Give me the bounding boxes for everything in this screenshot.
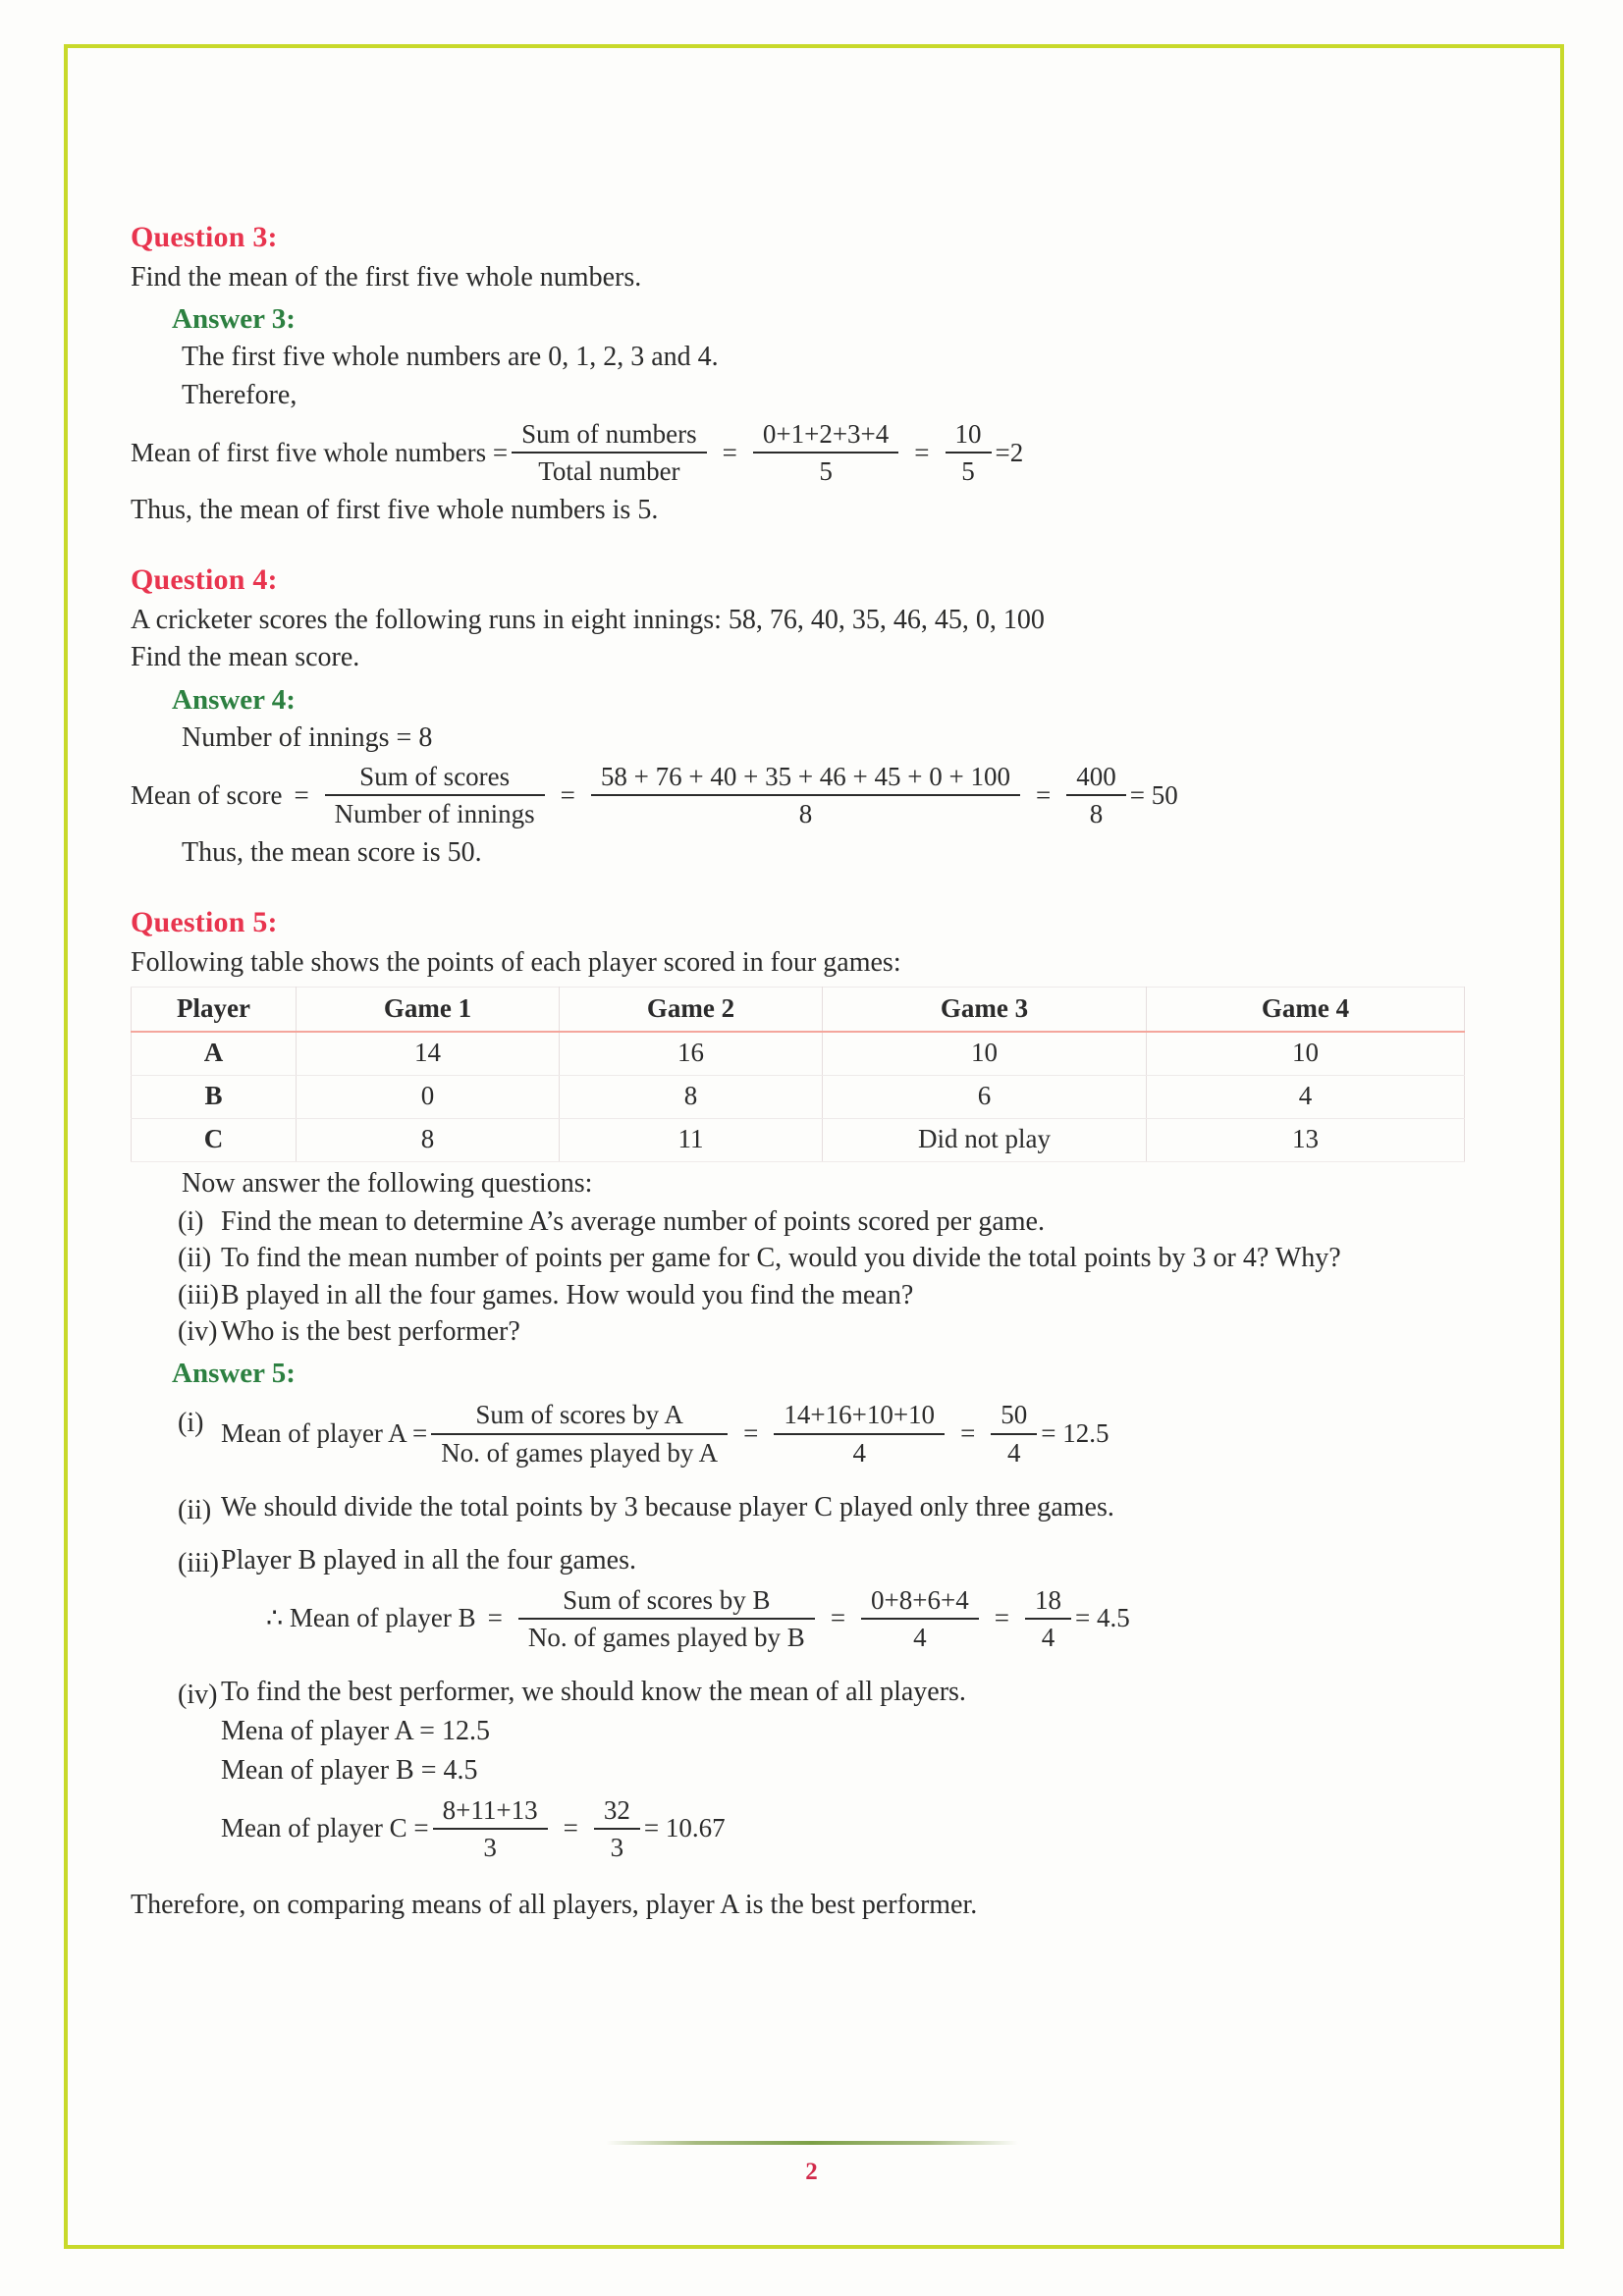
eq3-frac2-numerator: 0+1+2+3+4 [762, 419, 890, 450]
eq5iii-frac3-denominator: 4 [1025, 1618, 1071, 1652]
answer-5-heading: Answer 5: [172, 1358, 296, 1390]
sub-question-number-i: (i) [178, 1205, 204, 1237]
eq4-operator-2: = [1035, 779, 1052, 810]
eq4-frac3-denominator: 8 [1066, 794, 1126, 828]
eq5iv-label: Mean of player C = [221, 1813, 429, 1843]
answer-5-equation-iv [221, 1795, 1486, 1862]
question-4-heading: Question 4: [131, 563, 278, 597]
eq3-result: =2 [995, 437, 1024, 467]
eq5i-operator-1: = [743, 1418, 759, 1449]
question-3-heading: Question 3: [131, 221, 278, 253]
eq5i-fraction-2 [774, 1400, 945, 1467]
answer-5-mean-a: Mena of player A = 12.5 [221, 1715, 490, 1746]
list-item [131, 1241, 1486, 1276]
cell-c-game-4: 13 [1147, 1119, 1465, 1162]
answer-3-heading: Answer 3: [172, 303, 296, 336]
eq5iii-operator-1: = [830, 1603, 846, 1633]
answer-5-number-i: (i) [178, 1408, 204, 1439]
eq3-frac1-numerator: Sum of numbers [521, 419, 697, 450]
eq3-frac3-denominator: 5 [946, 452, 992, 486]
eq4-frac3-numerator: 400 [1076, 762, 1116, 792]
eq3-frac2-denominator: 5 [753, 452, 898, 486]
table-header [132, 988, 1465, 1033]
eq3-fraction-1 [512, 419, 707, 486]
eq5iv-frac2-denominator: 3 [594, 1828, 640, 1862]
question-4-prompt-line-1: A cricketer scores the following runs in eight innings: 58, 76, 40, 35, 46, 45, 0, 100 [131, 605, 1045, 636]
col-header-player: Player [132, 988, 297, 1033]
now-answer-label: Now answer the following questions: [182, 1168, 593, 1200]
cell-c-game-1: 8 [297, 1119, 560, 1162]
sub-question-number-iv: (iv) [178, 1316, 218, 1348]
col-header-game-3: Game 3 [823, 988, 1147, 1033]
answer-5-number-ii: (ii) [178, 1494, 212, 1525]
eq5i-frac2-denominator: 4 [774, 1433, 945, 1468]
table-header-row [132, 988, 1465, 1033]
answer-5-item-iii [131, 1534, 1486, 1658]
answer-5-number-iv: (iv) [178, 1680, 218, 1711]
player-scores-table [131, 987, 1465, 1162]
eq3-operator-1: = [722, 437, 737, 467]
eq4-fraction-3 [1066, 762, 1126, 828]
sub-question-number-iii: (iii) [178, 1279, 219, 1310]
answer-5-intro-iii: Player B played in all the four games. [221, 1544, 636, 1575]
answer-5-body-ii [221, 1481, 1486, 1526]
eq5iv-operator-1: = [563, 1813, 578, 1843]
page-content [131, 221, 1486, 1925]
question-5-sub-questions [131, 1204, 1486, 1351]
sub-question-text-i: Find the mean to determine A’s average number of points scored per game. [221, 1205, 1045, 1237]
answer-3-conclusion: Thus, the mean of first five whole numbers is 5. [131, 494, 659, 525]
eq4-frac2-numerator: 58 + 76 + 40 + 35 + 46 + 45 + 0 + 100 [600, 762, 1010, 792]
eq5iii-fraction-3 [1025, 1585, 1071, 1652]
answer-5-mean-b: Mean of player B = 4.5 [221, 1754, 478, 1786]
eq5iii-fraction-2 [861, 1585, 979, 1652]
eq5i-result: = 12.5 [1041, 1418, 1109, 1449]
answer-4-heading: Answer 4: [172, 683, 296, 716]
eq5i-fraction-3 [991, 1400, 1037, 1467]
col-header-game-4: Game 4 [1147, 988, 1465, 1033]
eq5iv-fraction-1 [433, 1795, 548, 1862]
answer-5-item-ii [131, 1481, 1486, 1526]
list-item [131, 1314, 1486, 1350]
list-item [131, 1278, 1486, 1313]
answer-5-body-i [221, 1394, 1486, 1472]
cell-b-game-3: 6 [823, 1076, 1147, 1119]
eq5i-frac3-denominator: 4 [991, 1433, 1037, 1468]
eq3-frac3-numerator: 10 [954, 419, 982, 450]
eq5i-frac1-denominator: No. of games played by A [431, 1433, 728, 1468]
answer-5-body-iii [221, 1534, 1486, 1658]
eq3-label: Mean of first five whole numbers = [131, 437, 509, 467]
eq5iii-operator-2: = [994, 1603, 1009, 1633]
list-item [131, 1204, 1486, 1240]
eq5iv-result: = 10.67 [643, 1813, 726, 1843]
cell-a-game-2: 16 [560, 1032, 823, 1076]
spacer-before-final [131, 1876, 1486, 1888]
answer-5-equation-i [221, 1400, 1486, 1467]
answer-5-item-iv [131, 1666, 1486, 1868]
eq5iv-frac1-denominator: 3 [433, 1828, 548, 1862]
eq5iii-frac2-denominator: 4 [861, 1618, 979, 1652]
eq4-equals: = [294, 779, 309, 810]
eq5iii-result: = 4.5 [1074, 1603, 1130, 1633]
page-footer [0, 2141, 1623, 2186]
answer-5-number-iii: (iii) [178, 1547, 219, 1578]
eq5iii-frac3-numerator: 18 [1034, 1584, 1061, 1615]
eq5iii-frac2-numerator: 0+8+6+4 [871, 1584, 969, 1615]
eq3-fraction-2 [753, 419, 898, 486]
eq3-operator-2: = [914, 437, 930, 467]
cell-a-game-3: 10 [823, 1032, 1147, 1076]
eq5iii-label: ∴ Mean of player B [266, 1603, 476, 1633]
sub-question-text-iii: B played in all the four games. How would you find the mean? [221, 1279, 914, 1310]
answer-3-equation [131, 419, 1486, 486]
answer-4-equation [131, 762, 1486, 828]
question-4-prompt-line-2: Find the mean score. [131, 642, 360, 673]
sub-question-text-ii: To find the mean number of points per game for C, would you divide the total points by 3 or 4? Why? [221, 1243, 1341, 1274]
eq3-frac1-denominator: Total number [512, 452, 707, 486]
eq5i-fraction-1 [431, 1400, 728, 1467]
table-row [132, 1032, 1465, 1076]
eq5iv-frac2-numerator: 32 [603, 1794, 630, 1825]
eq5i-frac3-numerator: 50 [1001, 1400, 1028, 1430]
col-header-game-2: Game 2 [560, 988, 823, 1033]
eq5iv-fraction-2 [594, 1795, 640, 1862]
eq3-fraction-3 [946, 419, 992, 486]
eq5iii-equals: = [487, 1603, 503, 1633]
cell-player-c: C [132, 1119, 297, 1162]
question-3-prompt: Find the mean of the first five whole numbers. [131, 262, 642, 293]
answer-5-text-ii: We should divide the total points by 3 because player C played only three games. [221, 1491, 1114, 1522]
answer-5-equation-iii [266, 1585, 1486, 1652]
col-header-game-1: Game 1 [297, 988, 560, 1033]
eq4-frac2-denominator: 8 [591, 794, 1020, 828]
eq4-label: Mean of score [131, 779, 283, 810]
eq5iii-frac1-denominator: No. of games played by B [518, 1618, 815, 1652]
eq5iii-frac1-numerator: Sum of scores by B [563, 1584, 771, 1615]
cell-c-game-2: 11 [560, 1119, 823, 1162]
answer-3-line-1: The first five whole numbers are 0, 1, 2, 3 and 4. [182, 342, 719, 373]
table-body [132, 1032, 1465, 1162]
cell-c-game-3: Did not play [823, 1119, 1147, 1162]
eq4-result: = 50 [1129, 779, 1178, 810]
eq4-fraction-2 [591, 762, 1020, 828]
spacer-after-q3 [131, 530, 1486, 563]
cell-b-game-1: 0 [297, 1076, 560, 1119]
cell-a-game-1: 14 [297, 1032, 560, 1076]
eq5i-label: Mean of player A = [221, 1418, 428, 1449]
answer-5-final-statement: Therefore, on comparing means of all players, player A is the best performer. [131, 1890, 978, 1920]
eq5iv-frac1-numerator: 8+11+13 [442, 1794, 538, 1825]
question-5-prompt: Following table shows the points of each player scored in four games: [131, 947, 901, 979]
cell-b-game-4: 4 [1147, 1076, 1465, 1119]
answer-3-line-2: Therefore, [182, 379, 298, 410]
cell-a-game-4: 10 [1147, 1032, 1465, 1076]
eq5i-operator-2: = [960, 1418, 976, 1449]
cell-player-b: B [132, 1076, 297, 1119]
question-3-block [131, 221, 1486, 528]
answer-5-intro-iv: To find the best performer, we should know the mean of all players. [221, 1677, 966, 1708]
table-row [132, 1076, 1465, 1119]
footer-divider [606, 2141, 1018, 2145]
eq4-fraction-1 [325, 762, 545, 828]
eq4-frac1-denominator: Number of innings [325, 794, 545, 828]
eq5i-frac1-numerator: Sum of scores by A [475, 1400, 683, 1430]
cell-b-game-2: 8 [560, 1076, 823, 1119]
eq4-operator-1: = [560, 779, 575, 810]
answer-5-item-i [131, 1394, 1486, 1472]
question-5-heading: Question 5: [131, 906, 278, 939]
eq5iii-fraction-1 [518, 1585, 815, 1652]
sub-question-number-ii: (ii) [178, 1243, 212, 1274]
question-5-block [131, 906, 1486, 1923]
answer-4-innings: Number of innings = 8 [182, 721, 433, 753]
spacer-after-q4 [131, 873, 1486, 906]
table-row [132, 1119, 1465, 1162]
question-4-block [131, 563, 1486, 871]
page-number: 2 [805, 2159, 818, 2185]
answer-4-conclusion: Thus, the mean score is 50. [182, 836, 482, 868]
eq5i-frac2-numerator: 14+16+10+10 [784, 1400, 936, 1430]
cell-player-a: A [132, 1032, 297, 1076]
answer-5-body-iv [221, 1666, 1486, 1868]
sub-question-text-iv: Who is the best performer? [221, 1316, 520, 1348]
eq4-frac1-numerator: Sum of scores [359, 762, 511, 792]
